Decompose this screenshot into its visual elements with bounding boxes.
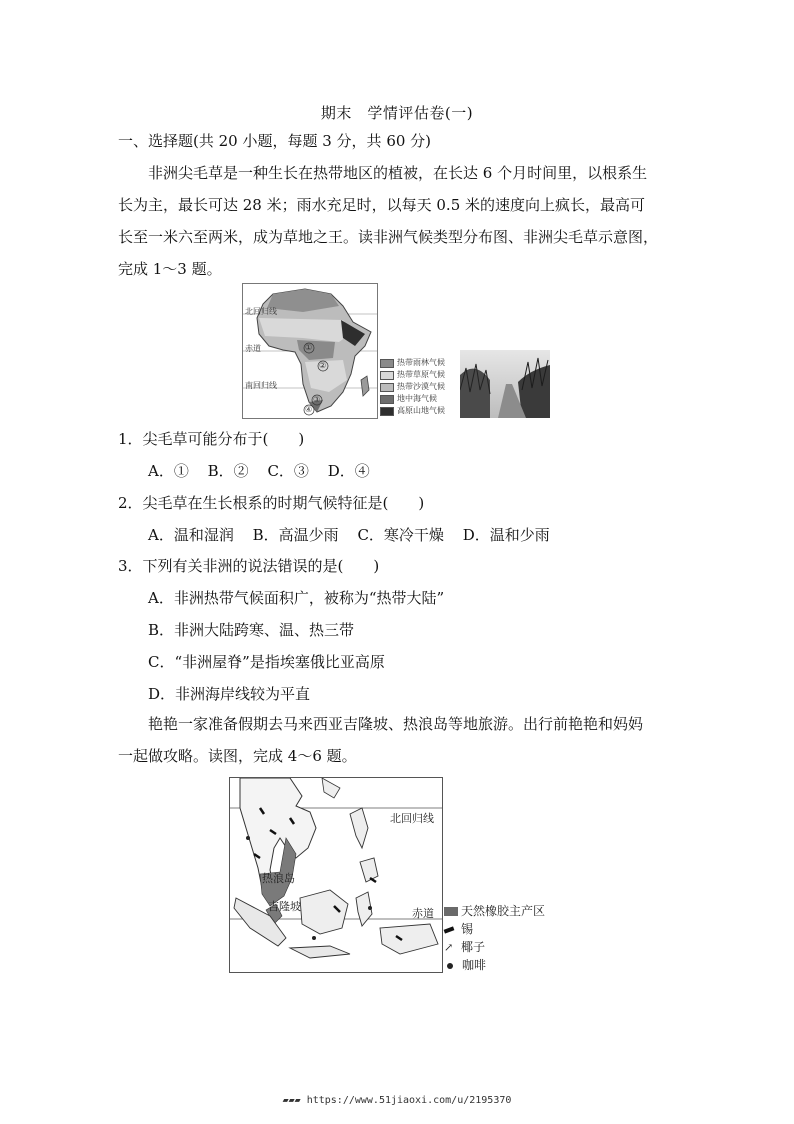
sea-label-equator: 赤道	[412, 907, 434, 920]
southeast-asia-map	[229, 777, 443, 973]
legend-savanna: 热带草原气候	[380, 369, 445, 380]
coffee-symbol-3	[368, 906, 372, 910]
java-island	[290, 946, 350, 958]
intro2-line1: 艳艳一家准备假期去马来西亚吉隆坡、热浪岛等地旅游。出行前艳艳和妈妈	[148, 715, 644, 733]
tin-icon	[444, 926, 455, 933]
legend-mediterranean: 地中海气候	[380, 393, 437, 404]
grass-photo	[460, 350, 550, 418]
sea-label-city: 吉隆坡	[268, 900, 301, 913]
q2-option-c[interactable]: C．寒冷干燥	[357, 526, 444, 544]
legend-highland: 高原山地气候	[380, 405, 445, 416]
legend-coffee: 咖啡	[444, 956, 486, 973]
q1-option-b[interactable]: B．②	[207, 462, 249, 480]
sea-legend	[444, 900, 554, 970]
q3-option-b[interactable]: B．非洲大陆跨寒、温、热三带	[148, 621, 355, 639]
grass-photo-drawing	[460, 350, 550, 418]
legend-coconut: ↗ 椰子	[444, 940, 486, 954]
legend-swatch-savanna	[380, 371, 394, 380]
marker-4: ④	[305, 405, 313, 414]
label-equator: 赤道	[245, 344, 261, 353]
q1-option-a[interactable]: A．①	[148, 462, 189, 480]
q3-stem: 3．下列有关非洲的说法错误的是( )	[118, 557, 380, 575]
intro1-line2: 长为主，最长可达 28 米；雨水充足时，以每天 0.5 米的速度向上疯长，最高可	[118, 196, 646, 214]
luzon-island	[350, 808, 368, 848]
marker-3: ③	[313, 395, 321, 404]
rubber-swatch	[444, 907, 458, 916]
legend-desert: 热带沙漠气候	[380, 381, 445, 392]
sea-label-tropic-north: 北回归线	[390, 812, 434, 825]
sea-label-island: 热浪岛	[262, 872, 295, 885]
q3-option-a[interactable]: A．非洲热带气候面积广，被称为“热带大陆”	[148, 589, 445, 607]
legend-swatch-desert	[380, 383, 394, 392]
q1-option-d[interactable]: D．④	[327, 462, 370, 480]
section-heading: 一、选择题(共 20 小题，每题 3 分，共 60 分)	[118, 132, 432, 150]
legend-swatch-rainforest	[380, 359, 394, 368]
legend-swatch-highland	[380, 407, 394, 416]
coffee-icon	[447, 963, 453, 969]
q2-options	[148, 525, 564, 545]
coffee-symbol-2	[312, 936, 316, 940]
legend-rubber: 天然橡胶主产区	[444, 902, 545, 919]
new-guinea-island	[380, 924, 438, 954]
marker-2: ②	[319, 361, 327, 370]
page-title: 期末 学情评估卷(一)	[320, 104, 474, 122]
mindanao-island	[360, 858, 378, 882]
borneo-island	[300, 890, 348, 934]
q2-stem: 2．尖毛草在生长根系的时期气候特征是( )	[118, 494, 425, 512]
q2-option-d[interactable]: D．温和少雨	[462, 526, 550, 544]
africa-legend	[380, 357, 455, 419]
intro2-line2: 一起做攻略。读图，完成 4～6 题。	[118, 747, 357, 765]
q2-option-a[interactable]: A．温和湿润	[148, 526, 234, 544]
legend-swatch-mediterranean	[380, 395, 394, 404]
coffee-symbol-1	[246, 836, 250, 840]
intro1-line1: 非洲尖毛草是一种生长在热带地区的植被，在长达 6 个月时间里，以根系生	[148, 164, 648, 182]
intro1-line4: 完成 1～3 题。	[118, 260, 222, 278]
legend-tin: 锡	[444, 920, 473, 937]
q1-stem: 1．尖毛草可能分布于( )	[118, 430, 305, 448]
madagascar-island	[361, 376, 369, 396]
marker-1: ①	[305, 343, 313, 352]
intro1-line3: 长至一米六至两米，成为草地之王。读非洲气候类型分布图、非洲尖毛草示意图，	[118, 228, 659, 246]
q1-option-c[interactable]: C．③	[267, 462, 309, 480]
coconut-icon: ↗	[444, 941, 454, 954]
hainan-island	[322, 778, 340, 798]
photo-grass-left	[460, 369, 490, 418]
legend-rainforest: 热带雨林气候	[380, 357, 445, 368]
africa-climate-map	[242, 283, 378, 419]
q3-option-c[interactable]: C．“非洲屋脊”是指埃塞俄比亚高原	[148, 653, 385, 671]
footer-url[interactable]: ▰▰▰ https://www.51jiaoxi.com/u/2195370	[282, 1095, 512, 1106]
q1-options	[148, 461, 384, 481]
label-tropic-south: 南回归线	[245, 381, 277, 390]
label-tropic-north: 北回归线	[245, 307, 277, 316]
q2-option-b[interactable]: B．高温少雨	[252, 526, 339, 544]
q3-option-d[interactable]: D．非洲海岸线较为平直	[148, 685, 311, 703]
